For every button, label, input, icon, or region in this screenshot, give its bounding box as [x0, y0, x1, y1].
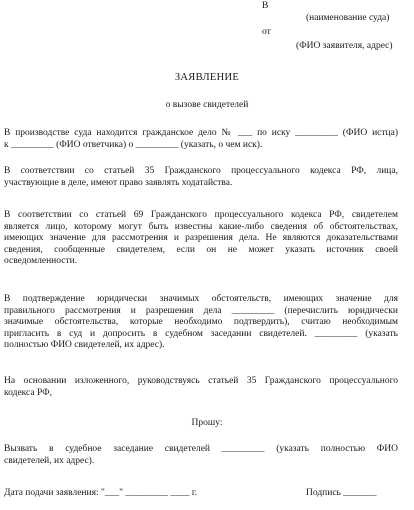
paragraph-line: Вызвать в судебное заседание свидетелей _________ (указать полностью ФИО	[4, 444, 398, 454]
court-name-placeholder: (наименование суда)	[306, 13, 390, 23]
paragraph-line: правильного рассмотрения и разрешения дела _________ (перечислить юридически	[4, 305, 398, 316]
paragraph-confirmation	[4, 294, 398, 352]
paragraph-request	[4, 444, 398, 467]
request-heading: Прошу:	[191, 418, 223, 428]
paragraph-article-69	[4, 210, 398, 268]
submission-date-line: Дата подачи заявления: "___" _________ ____ г.	[4, 488, 198, 498]
paragraph-line: полностью ФИО свидетелей, их адрес).	[4, 340, 165, 350]
paragraph-basis	[4, 376, 398, 399]
paragraph-line: В соответствии со статьей 35 Гражданского процессуального кодекса РФ, лица,	[4, 166, 398, 176]
paragraph-line: осведомленности.	[4, 256, 78, 266]
paragraph-line: В производстве суда находится гражданское дело № ___ по иску _________ (ФИО истца)	[4, 128, 398, 138]
paragraph-line: является лицо, которому могут быть известны какие-либо сведения об обстоятельствах,	[4, 221, 398, 232]
paragraph-line: В подтверждение юридически значимых обстоятельств, имеющих значение для	[4, 294, 398, 304]
applicant-name-placeholder: (ФИО заявителя, адрес)	[296, 41, 393, 51]
document-subtitle: о вызове свидетелей	[165, 100, 249, 110]
paragraph-case-info	[4, 128, 398, 151]
header-from-prefix: от	[262, 27, 271, 37]
paragraph-article-35	[4, 166, 398, 189]
signature-line: Подпись _______	[306, 488, 377, 498]
paragraph-line: На основании изложенного, руководствуясь статьей 35 Гражданского процессуального	[4, 376, 398, 386]
paragraph-line: участвующие в деле, имеют право заявлять ходатайства.	[4, 177, 233, 188]
paragraph-line: сведения, сообщенные свидетелем, если он не может указать источник своей	[4, 244, 398, 255]
paragraph-line: свидетелей, их адрес).	[4, 455, 95, 466]
paragraph-line: кодекса РФ,	[4, 387, 52, 398]
paragraph-line: значимые обстоятельства, которые необходимо подтвердить), считаю необходимым	[4, 317, 398, 327]
paragraph-line: имеющих значение для рассмотрения и разрешения дела. Не являются доказательствами	[4, 233, 398, 243]
document-title: ЗАЯВЛЕНИЕ	[174, 72, 240, 83]
header-to-prefix: В	[262, 1, 269, 11]
paragraph-line: пригласить в суд и допросить в судебном заседании свидетелей. _________ (указать	[4, 328, 398, 339]
paragraph-line: к _________ (ФИО ответчика) о _________ (указать, о чем иск).	[4, 139, 263, 150]
paragraph-line: В соответствии со статьей 69 Гражданского процессуального кодекса РФ, свидетелем	[4, 210, 398, 220]
